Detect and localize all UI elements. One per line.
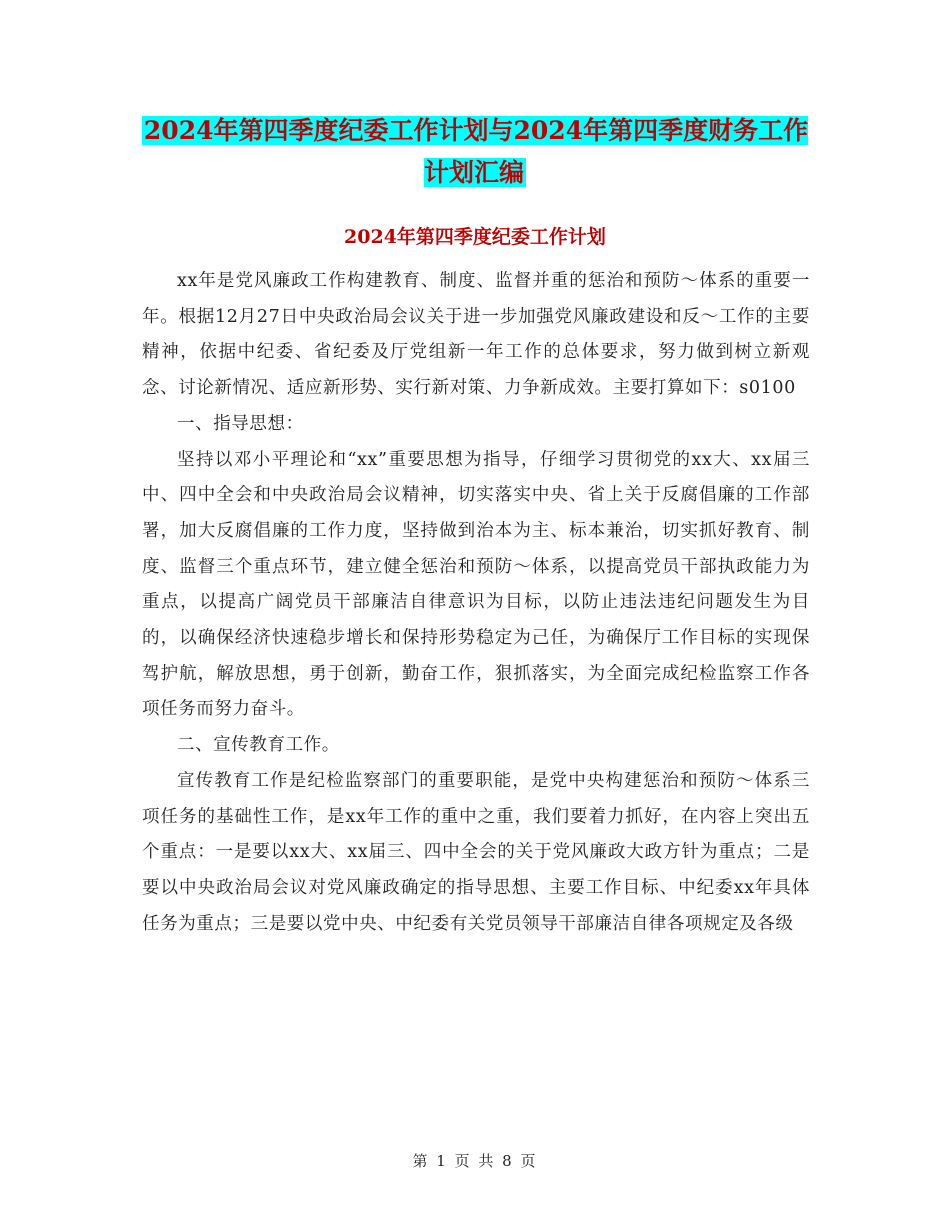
paragraph-publicity-education: 宣传教育工作是纪检监察部门的重要职能，是党中央构建惩治和预防～体系三项任务的基础性工作，是xx年工作的重中之重，我们要着力抓好，在内容上突出五个重点：一是要以xx大、xx届三、四中全会的关于党风廉政大政方针为重点；二是要以中央政治局会议对党风廉政确定的指导思想、主要工作目标、中纪委xx年具体任务为重点；三是要以党中央、中纪委有关党员领导干部廉洁自律各项规定及各级 bbox=[142, 770, 810, 934]
document-title-highlight: 2024年第四季度纪委工作计划与2024年第四季度财务工作计划汇编 bbox=[143, 116, 809, 187]
document-title bbox=[140, 110, 810, 194]
paragraph-intro: xx年是党风廉政工作构建教育、制度、监督并重的惩治和预防～体系的重要一年。根据12月27日中央政治局会议关于进一步加强党风廉政建设和反～工作的主要精神，依据中纪委、省纪委及厅党组新一年工作的总体要求，努力做到树立新观念、讨论新情况、适应新形势、实行新对策、力争新成效。主要打算如下：s0100 bbox=[142, 271, 810, 399]
heading-publicity-education: 二、宣传教育工作。 bbox=[177, 735, 340, 756]
section-title: 2024年第四季度纪委工作计划 bbox=[344, 226, 606, 248]
page-footer: 第 1 页 共 8 页 bbox=[412, 1152, 538, 1170]
paragraph-guiding-thought: 坚持以邓小平理论和“xx”重要思想为指导，仔细学习贯彻党的xx大、xx届三中、四中全会和中央政治局会议精神，切实落实中央、省上关于反腐倡廉的工作部署，加大反腐倡廉的工作力度，坚持做到治本为主、标本兼治，切实抓好教育、制度、监督三个重点环节，建立健全惩治和预防～体系，以提高党员干部执政能力为重点，以提高广阔党员干部廉洁自律意识为目标，以防止违法违纪问题发生为目的，以确保经济快速稳步增长和保持形势稳定为己任，为确保厅工作目标的实现保驾护航，解放思想，勇于创新，勤奋工作，狠抓落实，为全面完成纪检监察工作各项任务而努力奋斗。 bbox=[142, 449, 810, 720]
document-body bbox=[142, 264, 810, 942]
heading-guiding-thought: 一、指导思想： bbox=[177, 413, 304, 434]
